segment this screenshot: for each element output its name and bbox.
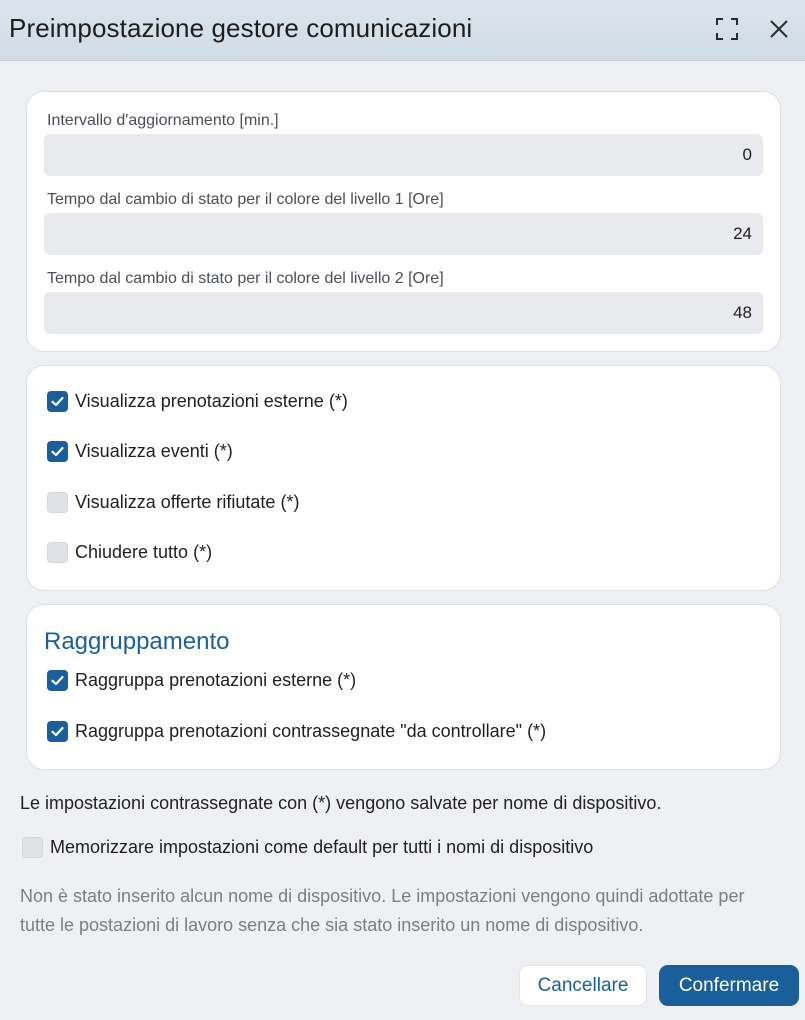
confirm-button[interactable]: Confermare xyxy=(659,965,799,1006)
info-line: tutte le postazioni di lavoro senza che sia stato inserito un nome di dispositivo. xyxy=(20,915,644,935)
checkbox-label: Raggruppa prenotazioni esterne (*) xyxy=(75,670,357,690)
checkbox-label: Visualizza prenotazioni esterne (*) xyxy=(75,391,348,411)
checkbox-label: Raggruppa prenotazioni contrassegnate "da controllare" (*) xyxy=(75,721,547,741)
maximize-icon[interactable] xyxy=(714,16,740,42)
checkbox[interactable] xyxy=(47,441,68,462)
checkbox[interactable] xyxy=(47,721,68,742)
device-save-note: Le impostazioni contrassegnate con (*) vengono salvate per nome di dispositivo. xyxy=(20,793,662,813)
checkmark-icon xyxy=(50,444,65,459)
default-for-all-devices-option[interactable] xyxy=(22,837,593,858)
device-info-text xyxy=(20,882,795,940)
level1-time-label: Tempo dal cambio di stato per il colore del livello 1 [Ore] xyxy=(47,191,444,208)
checkbox-label: Memorizzare impostazioni come default per tutti i nomi di dispositivo xyxy=(50,837,594,857)
checkbox[interactable] xyxy=(22,837,43,858)
display-option-rejected-offers[interactable] xyxy=(47,492,299,513)
checkmark-icon xyxy=(50,394,65,409)
grouping-title: Raggruppamento xyxy=(44,628,230,655)
level2-time-label: Tempo dal cambio di stato per il colore del livello 2 [Ore] xyxy=(47,270,444,287)
close-icon[interactable] xyxy=(766,16,792,42)
update-interval-label: Intervallo d'aggiornamento [min.] xyxy=(47,112,279,129)
display-option-events[interactable] xyxy=(47,441,233,462)
checkbox-label: Chiudere tutto (*) xyxy=(75,542,213,562)
checkbox[interactable] xyxy=(47,492,68,513)
grouping-option-external-bookings[interactable] xyxy=(47,670,356,691)
window-title: Preimpostazione gestore comunicazioni xyxy=(9,13,473,43)
level2-time-input[interactable] xyxy=(44,292,763,334)
checkbox[interactable] xyxy=(47,670,68,691)
update-interval-input[interactable] xyxy=(44,134,763,176)
checkbox[interactable] xyxy=(47,391,68,412)
checkbox-label: Visualizza offerte rifiutate (*) xyxy=(75,492,300,512)
checkmark-icon xyxy=(50,673,65,688)
grouping-option-to-check[interactable] xyxy=(47,721,546,742)
info-line: Non è stato inserito alcun nome di dispositivo. Le impostazioni vengono quindi adottate per xyxy=(20,886,745,906)
display-option-external-bookings[interactable] xyxy=(47,391,348,412)
title-bar xyxy=(0,0,805,61)
checkbox[interactable] xyxy=(47,542,68,563)
checkmark-icon xyxy=(50,724,65,739)
level1-time-input[interactable] xyxy=(44,213,763,255)
cancel-button[interactable]: Cancellare xyxy=(519,965,647,1006)
checkbox-label: Visualizza eventi (*) xyxy=(75,441,233,461)
display-option-close-all[interactable] xyxy=(47,542,212,563)
